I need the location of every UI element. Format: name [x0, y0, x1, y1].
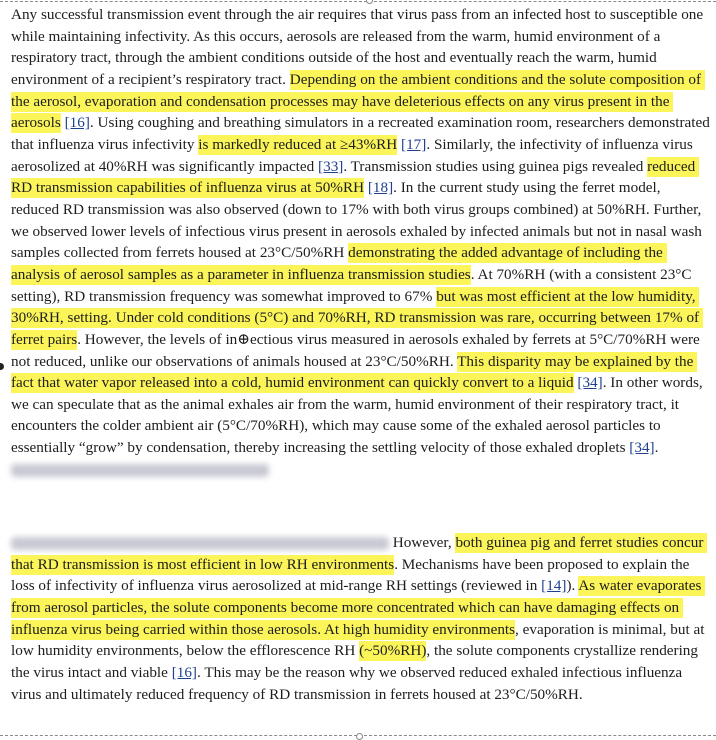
highlighted-text: is markedly reduced at ≥43%RH — [198, 135, 398, 153]
highlighted-text: but was most efficient at the low humidity, 30%RH, setting. Under cold conditions (5°C) and 70%RH, RD transmission was rare, occurring between 17% of ferret pairs — [11, 287, 703, 348]
redacted-text-block — [11, 464, 269, 477]
text-run: . However, the levels of in⊕ectious virus measured in aerosols exhaled by ferrets at 5°C/70%RH were not reduced, unlike our observations of animals housed at 23°C/50%RH. — [11, 330, 704, 370]
text-run: . In the current study using the ferret model, reduced RD transmission was also observed (down to 17% with both virus groups combined) at 50%RH. Further, we observed lower levels of infectious virus present in aerosols exhaled by infected animals but not in nasal wash samples collected from ferrets housed at 23°C/50%RH — [11, 179, 706, 262]
citation-link[interactable]: [16] — [64, 114, 90, 132]
margin-bullet-marker — [0, 363, 4, 370]
citation-link[interactable]: [17] — [401, 135, 427, 153]
text-run: Any successful transmission event through the air requires that virus pass from an infected host to susceptible one while maintaining infectivity. As this occurs, aerosols are released from the warm, humid environment of a respiratory tract, through the ambient conditions outside of the host and eventually reach the warm, humid environment of a recipient’s respiratory tract. — [11, 6, 707, 88]
text-run: . This may be the reason why we observed reduced exhaled infectious influenza virus and ultimately reduced frequency of RD transmission in ferrets housed at 23°C/50%RH. — [11, 663, 686, 703]
text-run: , evaporation is minimal, but at low humidity environments, below the efflorescence RH — [11, 620, 709, 660]
text-run: . At 70%RH (with a consistent 23°C setting), RD transmission frequency was somewhat improved to 67% — [11, 265, 696, 305]
redacted-text-block — [11, 537, 389, 550]
citation-link[interactable]: [16] — [171, 663, 197, 681]
text-run: However, — [392, 534, 456, 551]
text-run: ). — [566, 577, 579, 595]
text-run: . — [654, 439, 659, 457]
text-run: , the solute components crystallize rendering the virus intact and viable — [11, 642, 702, 681]
text-run: . Using coughing and breathing simulators in a recreated examination room, researchers demonstrated that influenza virus infectivity — [11, 114, 714, 153]
text-run: . Similarly, the infectivity of influenza virus aerosolized at 40%RH was significantly impacted — [11, 135, 697, 175]
highlighted-text: both guinea pig and ferret studies concur that RD transmission is most efficient in low RH environments — [11, 534, 708, 573]
highlighted-text: reduced RD transmission capabilities of influenza virus at 50%RH — [11, 157, 699, 197]
text-run: . Mechanisms have been proposed to explain the loss of infectivity of influenza virus aerosolized at mid-range RH settings (reviewed in — [11, 555, 694, 595]
text-run: . Transmission studies using guinea pigs revealed — [343, 157, 648, 175]
citation-link[interactable]: [14] — [541, 577, 567, 595]
highlighted-text: demonstrating the added advantage of including the analysis of aerosol samples as a parameter in influenza transmission studies — [11, 244, 667, 283]
citation-link[interactable]: [34] — [577, 374, 603, 392]
bottom-resize-handle[interactable] — [356, 733, 363, 740]
highlighted-text: Depending on the ambient conditions and the solute composition of the aerosol, evaporation and condensation processes may have deleterious effects on any virus present in the aerosols — [11, 70, 705, 132]
citation-link[interactable]: [33] — [318, 157, 344, 175]
highlighted-text: As water evaporates from aerosol particles, the solute components become more concentrated which can have damaging effects on influenza virus being carried within those aerosols. At high humidity environments — [11, 577, 706, 638]
paragraph-2 — [11, 532, 711, 705]
citation-link[interactable]: [18] — [367, 179, 394, 197]
text-run: . In other words, we can speculate that as the animal exhales air from the warm, humid environment of their respiratory tract, it encounters the colder ambient air (5°C/70%RH), which may cause some of the exhaled aerosol particles to essentially “grow” by condensation, thereby increasing the settling velocity of those exhaled droplets — [11, 374, 707, 457]
highlighted-text: This disparity may be explained by the fact that water vapor released into a cold, humid environment can quickly convert to a liquid — [11, 352, 698, 392]
citation-link[interactable]: [34] — [629, 439, 655, 457]
paragraph-1 — [11, 4, 714, 480]
page-top-border — [0, 1, 716, 2]
highlighted-text: (~50%RH) — [359, 642, 427, 660]
